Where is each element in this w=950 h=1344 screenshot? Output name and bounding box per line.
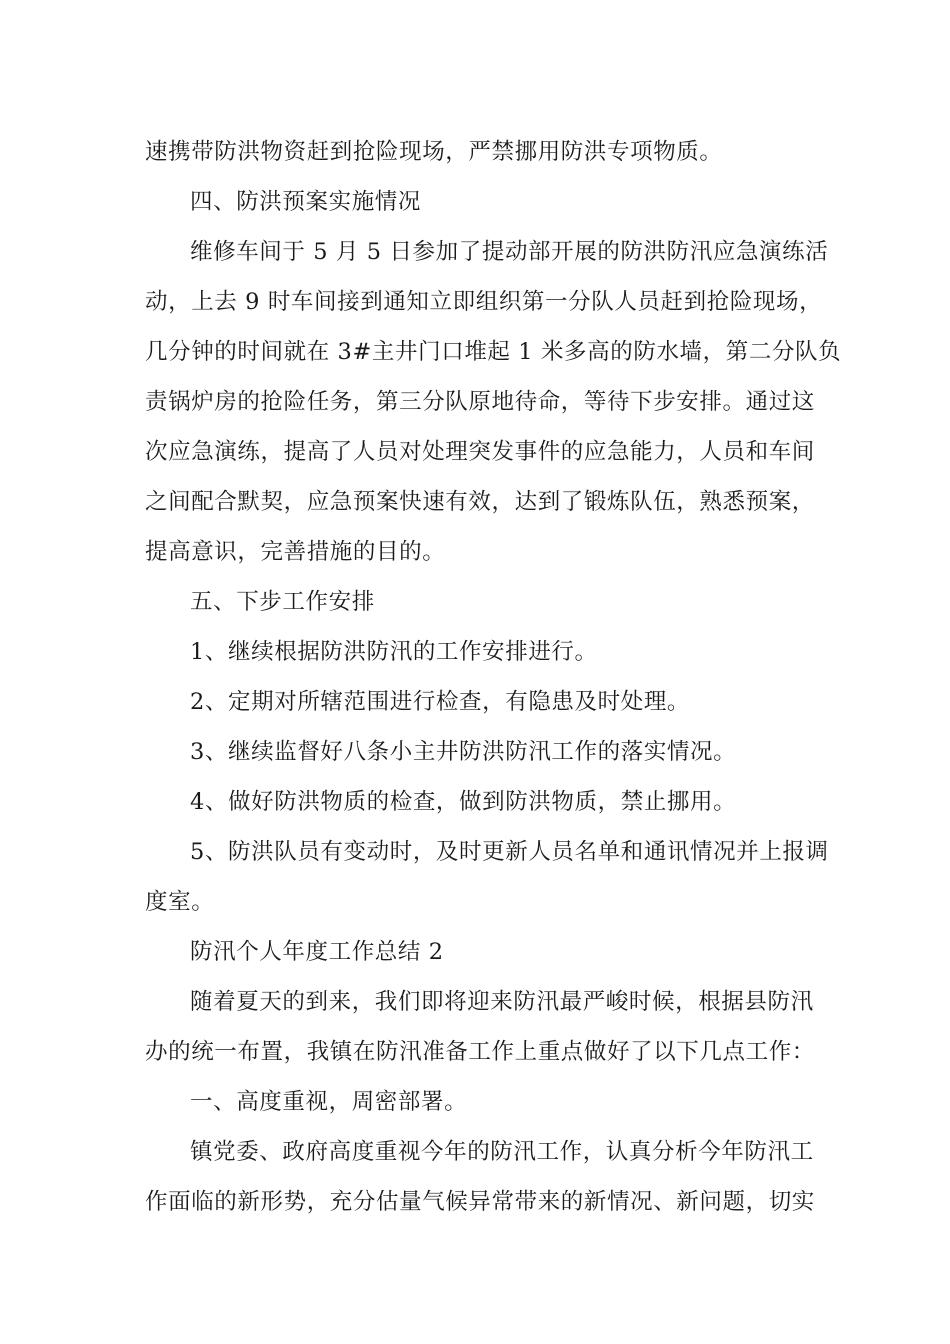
body-text-line: 度室。	[145, 889, 215, 915]
body-text-line: 几分钟的时间就在 3#主井门口堆起 1 米多高的防水墙，第二分队负	[145, 339, 842, 365]
section-heading: 一、高度重视，周密部署。	[190, 1089, 468, 1115]
body-text-line: 作面临的新形势，充分估量气候异常带来的新情况、新问题，切实	[145, 1189, 815, 1215]
body-text-line: 办的统一布置，我镇在防汛准备工作上重点做好了以下几点工作：	[145, 1039, 815, 1065]
body-text-line: 次应急演练，提高了人员对处理突发事件的应急能力，人员和车间	[145, 439, 815, 465]
list-item: 4、做好防洪物质的检查，做到防洪物质，禁止挪用。	[190, 789, 737, 815]
body-text-line: 提高意识，完善措施的目的。	[145, 539, 446, 565]
body-text-line: 责锅炉房的抢险任务，第三分队原地待命，等待下步安排。通过这	[145, 389, 815, 415]
list-item: 5、防洪队员有变动时，及时更新人员名单和通讯情况并上报调	[190, 839, 829, 865]
list-item: 3、继续监督好八条小主井防洪防汛工作的落实情况。	[190, 739, 737, 765]
section-heading: 四、防洪预案实施情况	[190, 189, 422, 215]
body-text-line: 镇党委、政府高度重视今年的防汛工作，认真分析今年防汛工	[190, 1139, 814, 1165]
list-item: 2、定期对所辖范围进行检查，有隐患及时处理。	[190, 689, 691, 715]
body-text-line: 随着夏天的到来，我们即将迎来防汛最严峻时候，根据县防汛	[190, 989, 814, 1015]
body-text-line: 速携带防洪物资赶到抢险现场，严禁挪用防洪专项物质。	[145, 139, 723, 165]
body-text-line: 维修车间于 5 月 5 日参加了提动部开展的防洪防汛应急演练活	[190, 239, 829, 265]
body-text-line: 之间配合默契，应急预案快速有效，达到了锻炼队伍，熟悉预案，	[145, 489, 815, 515]
document-subtitle: 防汛个人年度工作总结 2	[190, 939, 444, 965]
section-heading: 五、下步工作安排	[190, 589, 375, 615]
body-text-line: 动，上去 9 时车间接到通知立即组织第一分队人员赶到抢险现场，	[145, 289, 823, 315]
list-item: 1、继续根据防洪防汛的工作安排进行。	[190, 639, 598, 665]
